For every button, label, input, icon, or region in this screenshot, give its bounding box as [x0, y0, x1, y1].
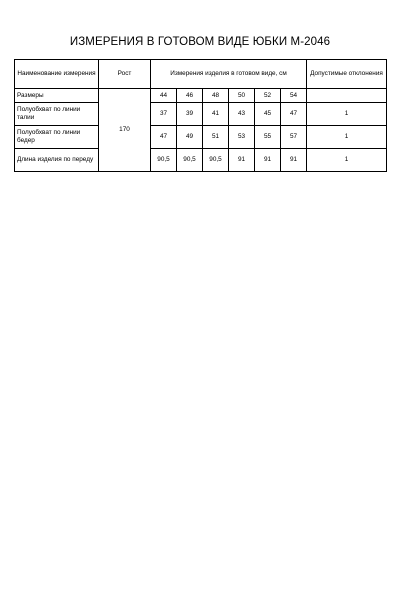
row-label: Длина изделия по переду: [15, 149, 99, 172]
value-cell: 90,5: [203, 149, 229, 172]
value-cell: 53: [229, 126, 255, 149]
value-cell: 90,5: [177, 149, 203, 172]
tolerance-empty: [307, 89, 387, 103]
value-cell: 51: [203, 126, 229, 149]
value-cell: 41: [203, 103, 229, 126]
value-cell: 49: [177, 126, 203, 149]
value-cell: 91: [255, 149, 281, 172]
size-cell: 48: [203, 89, 229, 103]
value-cell: 39: [177, 103, 203, 126]
value-cell: 43: [229, 103, 255, 126]
table-row: [15, 126, 387, 149]
measurement-table: [14, 59, 387, 172]
row-label: Полуобхват по линии бедер: [15, 126, 99, 149]
value-cell: 57: [281, 126, 307, 149]
size-cell: 50: [229, 89, 255, 103]
value-cell: 45: [255, 103, 281, 126]
value-cell: 91: [229, 149, 255, 172]
tolerance-cell: 1: [307, 103, 387, 126]
value-cell: 55: [255, 126, 281, 149]
page-title: ИЗМЕРЕНИЯ В ГОТОВОМ ВИДЕ ЮБКИ М-2046: [69, 36, 331, 48]
header-name: Наименование измерения: [15, 60, 99, 89]
header-row: [15, 60, 387, 89]
row-label: Полуобхват по линии талии: [15, 103, 99, 126]
rost-value: 170: [99, 89, 151, 172]
header-tolerance: Допустимые отклонения: [307, 60, 387, 89]
size-cell: 46: [177, 89, 203, 103]
table-row: [15, 149, 387, 172]
table-row: [15, 103, 387, 126]
value-cell: 37: [151, 103, 177, 126]
value-cell: 47: [281, 103, 307, 126]
value-cell: 91: [281, 149, 307, 172]
sizes-row: [15, 89, 387, 103]
value-cell: 90,5: [151, 149, 177, 172]
sizes-label: Размеры: [15, 89, 99, 103]
size-cell: 54: [281, 89, 307, 103]
header-rost: Рост: [99, 60, 151, 89]
tolerance-cell: 1: [307, 149, 387, 172]
value-cell: 47: [151, 126, 177, 149]
size-cell: 52: [255, 89, 281, 103]
header-measurements: Измерения изделия в готовом виде, см: [151, 60, 307, 89]
tolerance-cell: 1: [307, 126, 387, 149]
size-cell: 44: [151, 89, 177, 103]
